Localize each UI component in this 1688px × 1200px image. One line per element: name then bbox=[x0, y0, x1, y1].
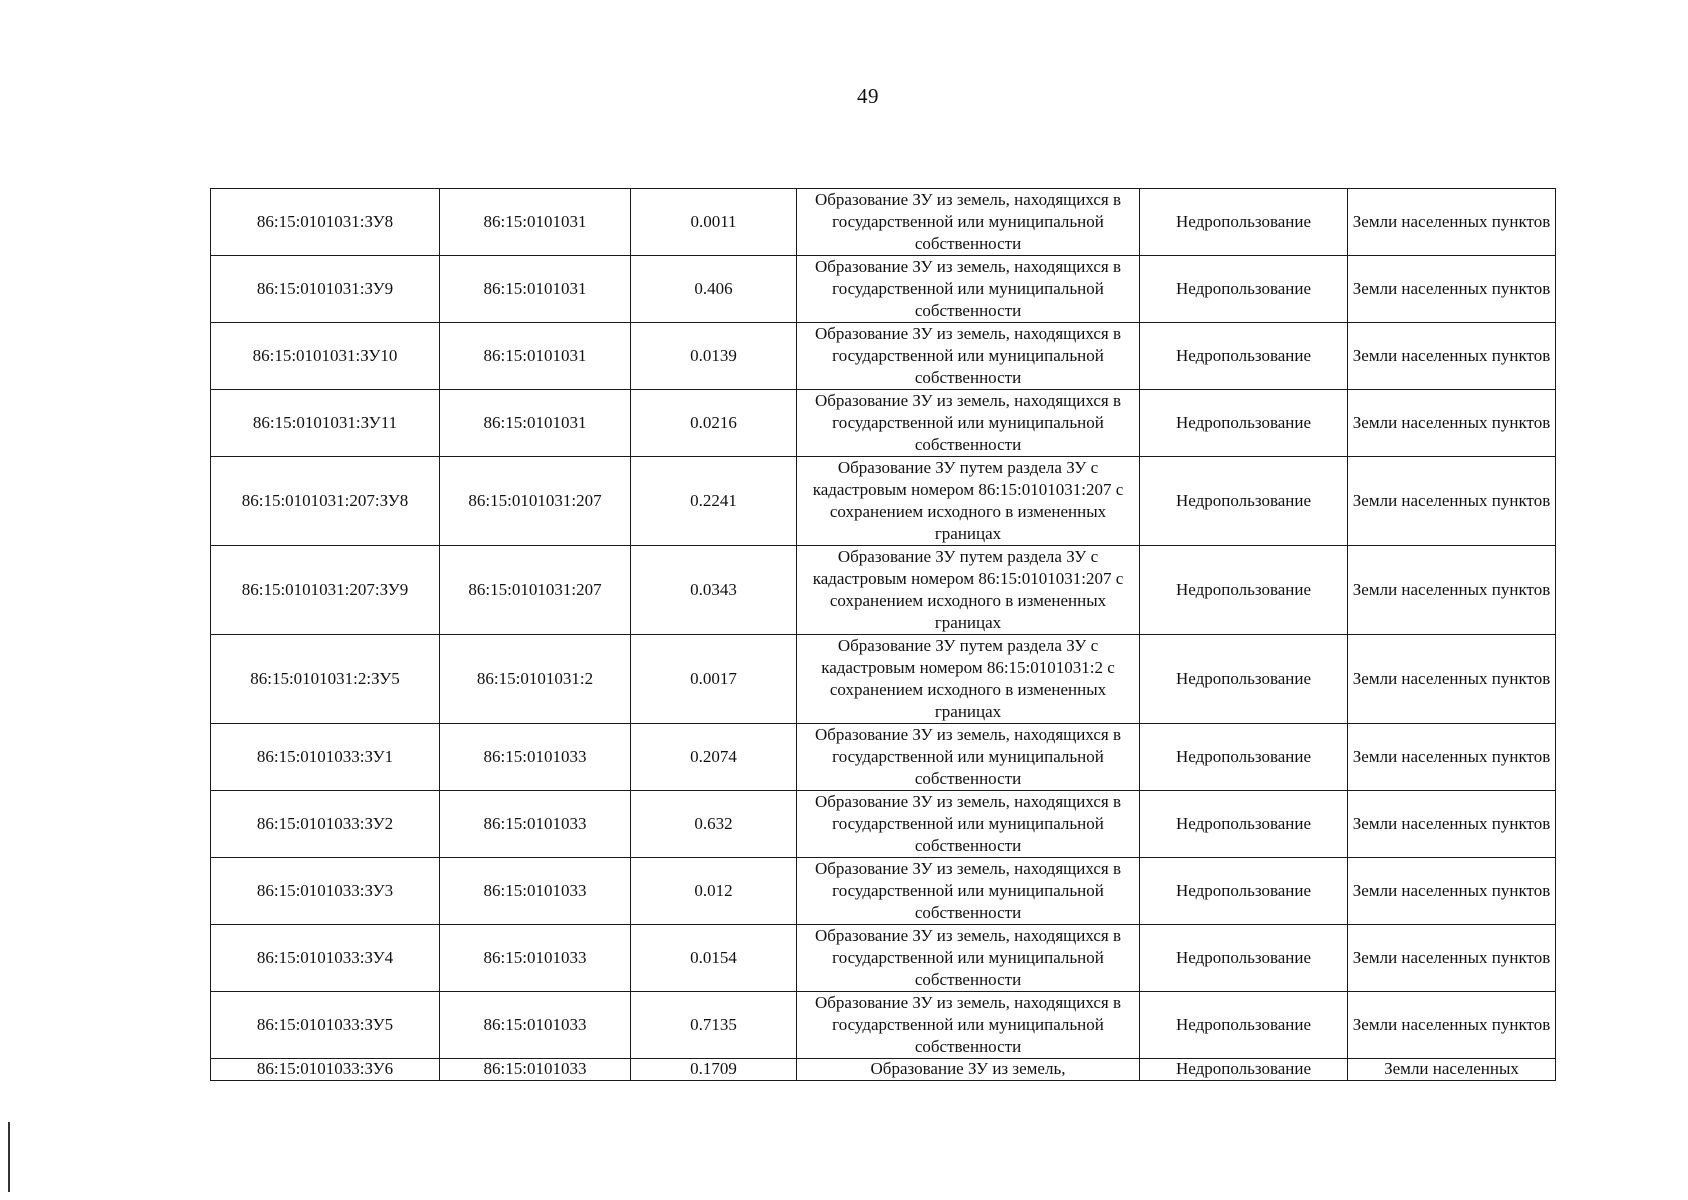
formation-method-cell: Образование ЗУ из земель, находящихся в государственной или муниципальной собственности bbox=[797, 992, 1140, 1059]
permitted-use-cell: Недропользование bbox=[1140, 189, 1348, 256]
land-category-cell: Земли населенных bbox=[1348, 1059, 1556, 1081]
quarter-cell: 86:15:0101033 bbox=[440, 858, 631, 925]
scan-edge-mark bbox=[8, 1122, 10, 1192]
area-cell: 0.632 bbox=[631, 791, 797, 858]
area-cell: 0.012 bbox=[631, 858, 797, 925]
plot-id-cell: 86:15:0101031:2:ЗУ5 bbox=[211, 635, 440, 724]
land-category-cell: Земли населенных пунктов bbox=[1348, 791, 1556, 858]
page-number: 49 bbox=[857, 84, 879, 108]
plot-id-cell: 86:15:0101033:ЗУ5 bbox=[211, 992, 440, 1059]
area-cell: 0.406 bbox=[631, 256, 797, 323]
plot-id-cell: 86:15:0101033:ЗУ3 bbox=[211, 858, 440, 925]
permitted-use-cell: Недропользование bbox=[1140, 724, 1348, 791]
plot-id-cell: 86:15:0101033:ЗУ6 bbox=[211, 1059, 440, 1081]
table-row bbox=[211, 457, 1556, 546]
area-cell: 0.1709 bbox=[631, 1059, 797, 1081]
table-row bbox=[211, 546, 1556, 635]
permitted-use-cell: Недропользование bbox=[1140, 546, 1348, 635]
formation-method-cell: Образование ЗУ путем раздела ЗУ с кадастровым номером 86:15:0101031:2 с сохранением исходного в измененных границах bbox=[797, 635, 1140, 724]
area-cell: 0.2074 bbox=[631, 724, 797, 791]
land-category-cell: Земли населенных пунктов bbox=[1348, 546, 1556, 635]
quarter-cell: 86:15:0101031 bbox=[440, 189, 631, 256]
area-cell: 0.7135 bbox=[631, 992, 797, 1059]
table-row bbox=[211, 323, 1556, 390]
land-category-cell: Земли населенных пунктов bbox=[1348, 457, 1556, 546]
formation-method-cell: Образование ЗУ из земель, находящихся в государственной или муниципальной собственности bbox=[797, 256, 1140, 323]
permitted-use-cell: Недропользование bbox=[1140, 925, 1348, 992]
plot-id-cell: 86:15:0101033:ЗУ4 bbox=[211, 925, 440, 992]
formation-method-cell: Образование ЗУ из земель, находящихся в государственной или муниципальной собственности bbox=[797, 390, 1140, 457]
area-cell: 0.0216 bbox=[631, 390, 797, 457]
land-category-cell: Земли населенных пунктов bbox=[1348, 189, 1556, 256]
permitted-use-cell: Недропользование bbox=[1140, 1059, 1348, 1081]
quarter-cell: 86:15:0101033 bbox=[440, 992, 631, 1059]
table-row bbox=[211, 858, 1556, 925]
land-category-cell: Земли населенных пунктов bbox=[1348, 635, 1556, 724]
table-row bbox=[211, 635, 1556, 724]
quarter-cell: 86:15:0101033 bbox=[440, 1059, 631, 1081]
permitted-use-cell: Недропользование bbox=[1140, 390, 1348, 457]
table-row bbox=[211, 791, 1556, 858]
table-row bbox=[211, 724, 1556, 791]
quarter-cell: 86:15:0101031:207 bbox=[440, 457, 631, 546]
formation-method-cell: Образование ЗУ из земель, bbox=[797, 1059, 1140, 1081]
land-category-cell: Земли населенных пунктов bbox=[1348, 925, 1556, 992]
land-category-cell: Земли населенных пунктов bbox=[1348, 390, 1556, 457]
land-category-cell: Земли населенных пунктов bbox=[1348, 858, 1556, 925]
quarter-cell: 86:15:0101033 bbox=[440, 791, 631, 858]
land-plots-table bbox=[210, 188, 1556, 1081]
permitted-use-cell: Недропользование bbox=[1140, 457, 1348, 546]
table-row bbox=[211, 390, 1556, 457]
table-row bbox=[211, 925, 1556, 992]
quarter-cell: 86:15:0101033 bbox=[440, 925, 631, 992]
table-row bbox=[211, 256, 1556, 323]
permitted-use-cell: Недропользование bbox=[1140, 323, 1348, 390]
area-cell: 0.0154 bbox=[631, 925, 797, 992]
table-row bbox=[211, 189, 1556, 256]
land-category-cell: Земли населенных пунктов bbox=[1348, 992, 1556, 1059]
land-category-cell: Земли населенных пунктов bbox=[1348, 323, 1556, 390]
formation-method-cell: Образование ЗУ из земель, находящихся в государственной или муниципальной собственности bbox=[797, 791, 1140, 858]
land-category-cell: Земли населенных пунктов bbox=[1348, 256, 1556, 323]
quarter-cell: 86:15:0101031 bbox=[440, 256, 631, 323]
plot-id-cell: 86:15:0101031:207:ЗУ9 bbox=[211, 546, 440, 635]
plot-id-cell: 86:15:0101033:ЗУ2 bbox=[211, 791, 440, 858]
area-cell: 0.0011 bbox=[631, 189, 797, 256]
permitted-use-cell: Недропользование bbox=[1140, 858, 1348, 925]
formation-method-cell: Образование ЗУ путем раздела ЗУ с кадастровым номером 86:15:0101031:207 с сохранением исходного в измененных границах bbox=[797, 457, 1140, 546]
area-cell: 0.0139 bbox=[631, 323, 797, 390]
plot-id-cell: 86:15:0101031:207:ЗУ8 bbox=[211, 457, 440, 546]
formation-method-cell: Образование ЗУ из земель, находящихся в государственной или муниципальной собственности bbox=[797, 323, 1140, 390]
permitted-use-cell: Недропользование bbox=[1140, 791, 1348, 858]
formation-method-cell: Образование ЗУ путем раздела ЗУ с кадастровым номером 86:15:0101031:207 с сохранением исходного в измененных границах bbox=[797, 546, 1140, 635]
permitted-use-cell: Недропользование bbox=[1140, 635, 1348, 724]
quarter-cell: 86:15:0101031 bbox=[440, 323, 631, 390]
plot-id-cell: 86:15:0101033:ЗУ1 bbox=[211, 724, 440, 791]
plot-id-cell: 86:15:0101031:ЗУ10 bbox=[211, 323, 440, 390]
area-cell: 0.0343 bbox=[631, 546, 797, 635]
land-category-cell: Земли населенных пунктов bbox=[1348, 724, 1556, 791]
table-row bbox=[211, 1059, 1556, 1081]
quarter-cell: 86:15:0101031 bbox=[440, 390, 631, 457]
plot-id-cell: 86:15:0101031:ЗУ8 bbox=[211, 189, 440, 256]
permitted-use-cell: Недропользование bbox=[1140, 992, 1348, 1059]
area-cell: 0.0017 bbox=[631, 635, 797, 724]
formation-method-cell: Образование ЗУ из земель, находящихся в государственной или муниципальной собственности bbox=[797, 189, 1140, 256]
formation-method-cell: Образование ЗУ из земель, находящихся в государственной или муниципальной собственности bbox=[797, 724, 1140, 791]
quarter-cell: 86:15:0101031:2 bbox=[440, 635, 631, 724]
plot-id-cell: 86:15:0101031:ЗУ9 bbox=[211, 256, 440, 323]
area-cell: 0.2241 bbox=[631, 457, 797, 546]
quarter-cell: 86:15:0101033 bbox=[440, 724, 631, 791]
table-row bbox=[211, 992, 1556, 1059]
quarter-cell: 86:15:0101031:207 bbox=[440, 546, 631, 635]
permitted-use-cell: Недропользование bbox=[1140, 256, 1348, 323]
formation-method-cell: Образование ЗУ из земель, находящихся в государственной или муниципальной собственности bbox=[797, 925, 1140, 992]
formation-method-cell: Образование ЗУ из земель, находящихся в государственной или муниципальной собственности bbox=[797, 858, 1140, 925]
plot-id-cell: 86:15:0101031:ЗУ11 bbox=[211, 390, 440, 457]
